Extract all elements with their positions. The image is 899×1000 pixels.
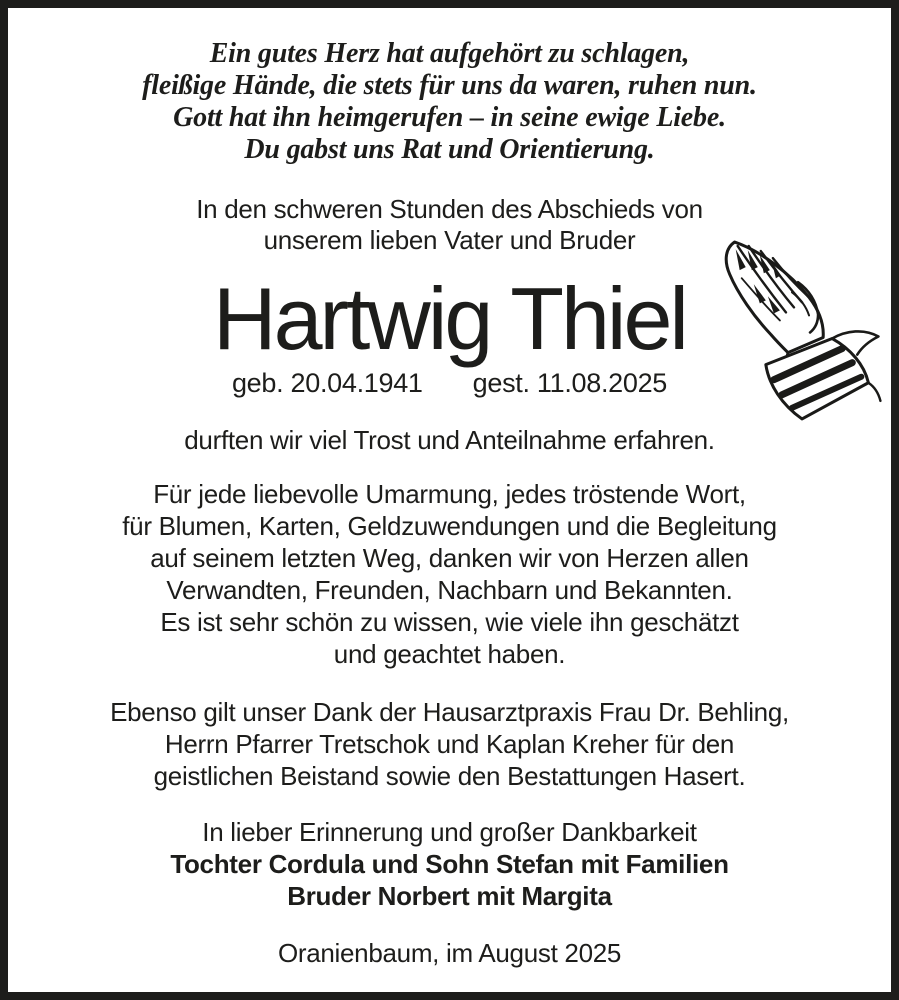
special-thanks-paragraph xyxy=(8,696,891,792)
thanks-line: Für jede liebevolle Umarmung, jedes tröstende Wort, xyxy=(153,479,746,509)
opening-verse xyxy=(8,38,891,166)
opening-verse-line: fleißige Hände, die stets für uns da waren, ruhen nun. xyxy=(142,70,757,101)
special-thanks-line: geistlichen Beistand sowie den Bestattungen Hasert. xyxy=(153,761,746,791)
family-signature-line: Bruder Norbert mit Margita xyxy=(287,881,612,911)
closing-lead: In lieber Erinnerung und großer Dankbarkeit xyxy=(202,817,697,847)
thanks-line: und geachtet haben. xyxy=(333,639,566,669)
opening-verse-line: Du gabst uns Rat und Orientierung. xyxy=(244,134,655,165)
birth-date: geb. 20.04.1941 xyxy=(231,368,423,398)
thanks-line: für Blumen, Karten, Geldzuwendungen und die Begleitung xyxy=(122,511,777,541)
opening-verse-line: Ein gutes Herz hat aufgehört zu schlagen, xyxy=(209,38,690,69)
thanks-line: Es ist sehr schön zu wissen, wie viele ihn geschätzt xyxy=(160,607,739,637)
thanks-line: auf seinem letzten Weg, danken wir von Herzen allen xyxy=(150,543,749,573)
intro-line: In den schweren Stunden des Abschieds von xyxy=(196,194,703,224)
thanks-line: Verwandten, Freunden, Nachbarn und Bekannten. xyxy=(166,575,733,605)
thanks-paragraph xyxy=(8,478,891,670)
special-thanks-line: Herrn Pfarrer Tretschok und Kaplan Kreher für den xyxy=(164,729,735,759)
intro-line: unserem lieben Vater und Bruder xyxy=(263,225,636,255)
family-signature-line: Tochter Cordula und Sohn Stefan mit Familien xyxy=(170,849,729,879)
acknowledgement-lead: durften wir viel Trost und Anteilnahme erfahren. xyxy=(184,425,715,455)
death-date: gest. 11.08.2025 xyxy=(472,368,668,398)
special-thanks-line: Ebenso gilt unser Dank der Hausarztpraxis Frau Dr. Behling, xyxy=(110,697,789,727)
praying-hands-icon xyxy=(713,236,885,432)
deceased-name: Hartwig Thiel xyxy=(213,269,686,368)
closing-block xyxy=(8,816,891,912)
place-date: Oranienbaum, im August 2025 xyxy=(277,938,622,968)
opening-verse-line: Gott hat ihn heimgerufen – in seine ewige Liebe. xyxy=(173,102,726,133)
